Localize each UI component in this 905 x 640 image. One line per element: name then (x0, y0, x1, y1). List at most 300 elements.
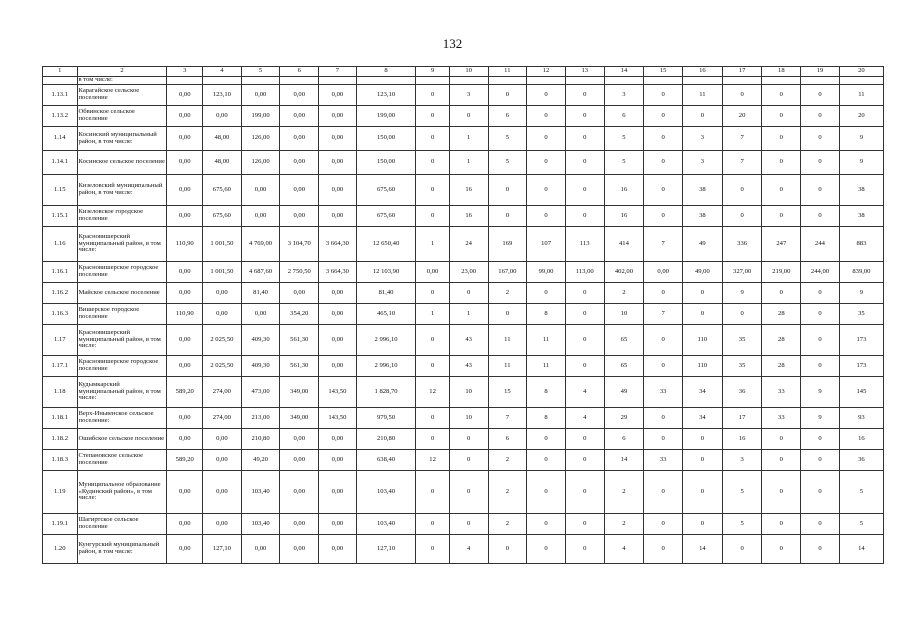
row-value: 6 (604, 429, 644, 450)
row-value: 210,80 (241, 429, 280, 450)
row-value (527, 77, 566, 85)
row-value: 1 (416, 227, 449, 262)
row-value: 173 (839, 356, 883, 377)
row-name: Ошибское сельское поселение (77, 429, 167, 450)
row-value: 49 (683, 227, 723, 262)
row-value: 0 (644, 175, 683, 206)
row-value: 3 664,30 (319, 227, 357, 262)
row-value: 589,20 (167, 450, 203, 471)
row-value: 5 (839, 471, 883, 514)
row-value: 36 (839, 450, 883, 471)
row-name: Красновишерское городское поселение (77, 262, 167, 283)
row-code: 1.13.1 (43, 85, 78, 106)
row-value: 0 (527, 514, 566, 535)
row-value: 0,00 (203, 106, 242, 127)
row-value (801, 77, 840, 85)
row-value: 14 (839, 535, 883, 564)
row-value: 11 (527, 325, 566, 356)
row-value: 0,00 (280, 429, 319, 450)
row-value: 6 (604, 106, 644, 127)
row-value: 1 (449, 304, 488, 325)
row-value: 0,00 (319, 175, 357, 206)
page-number: 132 (442, 36, 463, 51)
row-name: Вишерское городское поселение (77, 304, 167, 325)
row-code: 1.16.3 (43, 304, 78, 325)
row-value: 4 (565, 377, 604, 408)
continuation-row (43, 77, 884, 85)
row-value: 0 (565, 514, 604, 535)
row-value: 0 (722, 304, 762, 325)
row-value: 0,00 (280, 85, 319, 106)
row-value: 2 (488, 283, 527, 304)
table-row (43, 535, 884, 564)
row-value: 0 (644, 206, 683, 227)
row-value: 150,00 (356, 127, 416, 151)
row-value: 2 (604, 471, 644, 514)
row-value: 0,00 (644, 262, 683, 283)
row-value: 0,00 (319, 450, 357, 471)
column-number: 19 (801, 67, 840, 77)
row-value: 5 (488, 127, 527, 151)
row-value: 0 (683, 283, 723, 304)
row-value: 33 (762, 377, 801, 408)
row-name: Кунгурский муниципальный район, в том числе: (77, 535, 167, 564)
row-value: 0,00 (167, 85, 203, 106)
row-value: 0,00 (319, 471, 357, 514)
row-value: 8 (527, 408, 566, 429)
row-value: 0 (416, 127, 449, 151)
table-row (43, 175, 884, 206)
row-value: 473,00 (241, 377, 280, 408)
row-value: 16 (839, 429, 883, 450)
row-value: 48,00 (203, 151, 242, 175)
column-number: 11 (488, 67, 527, 77)
row-value: 43 (449, 325, 488, 356)
row-value: 0 (762, 85, 801, 106)
row-value: 2 (488, 514, 527, 535)
row-value: 2 750,50 (280, 262, 319, 283)
row-code: 1.13.2 (43, 106, 78, 127)
row-value: 0 (565, 356, 604, 377)
row-value: 1 (449, 127, 488, 151)
row-value: 9 (839, 151, 883, 175)
row-value: 7 (722, 127, 762, 151)
row-code: 1.17 (43, 325, 78, 356)
row-value: 0 (644, 514, 683, 535)
row-value: 0 (527, 127, 566, 151)
row-value: 20 (839, 106, 883, 127)
row-value: 0 (762, 175, 801, 206)
row-value: 9 (839, 127, 883, 151)
row-value: 465,10 (356, 304, 416, 325)
row-value: 36 (722, 377, 762, 408)
row-value: 99,00 (527, 262, 566, 283)
row-value: 0,00 (319, 535, 357, 564)
row-value: 349,00 (280, 377, 319, 408)
table-row (43, 127, 884, 151)
row-value: 0,00 (319, 151, 357, 175)
row-value: 11 (488, 325, 527, 356)
row-value: 2 (604, 514, 644, 535)
row-code: 1.14.1 (43, 151, 78, 175)
row-value: 354,20 (280, 304, 319, 325)
row-code: 1.18.1 (43, 408, 78, 429)
row-value: 11 (488, 356, 527, 377)
row-value: 11 (839, 85, 883, 106)
row-value: 0 (565, 535, 604, 564)
row-value: 561,30 (280, 325, 319, 356)
row-value: 0 (527, 283, 566, 304)
row-value: 0 (801, 127, 840, 151)
row-value: 33 (644, 450, 683, 471)
row-value: 3 664,30 (319, 262, 357, 283)
row-value: 0,00 (167, 283, 203, 304)
row-value: 199,00 (241, 106, 280, 127)
row-value: 0,00 (203, 304, 242, 325)
row-value: 0 (565, 175, 604, 206)
row-value: 113,00 (565, 262, 604, 283)
row-value: 49,20 (241, 450, 280, 471)
row-value: 675,60 (356, 206, 416, 227)
row-value: 0 (683, 450, 723, 471)
column-number: 4 (203, 67, 242, 77)
row-value: 0,00 (167, 514, 203, 535)
row-value: 0,00 (319, 106, 357, 127)
table-row (43, 85, 884, 106)
row-value: 0,00 (241, 85, 280, 106)
row-value: 5 (604, 151, 644, 175)
row-value: 0 (722, 175, 762, 206)
row-code: 1.17.1 (43, 356, 78, 377)
row-value: 2 996,10 (356, 356, 416, 377)
row-value: 0 (565, 429, 604, 450)
row-value: 0 (527, 85, 566, 106)
row-value: 0,00 (319, 514, 357, 535)
row-value: 0 (801, 535, 840, 564)
row-value: 0 (449, 283, 488, 304)
row-value: 883 (839, 227, 883, 262)
row-value: 11 (683, 85, 723, 106)
row-value: 38 (683, 175, 723, 206)
row-value: 0,00 (280, 471, 319, 514)
row-value: 110,90 (167, 227, 203, 262)
row-value: 0,00 (167, 535, 203, 564)
row-name: Красновишерский муниципальный район, в том числе: (77, 227, 167, 262)
row-name: Шагиртское сельское поселение (77, 514, 167, 535)
row-value: 14 (683, 535, 723, 564)
row-value: 9 (722, 283, 762, 304)
row-value: 0 (416, 151, 449, 175)
row-value: 8 (527, 377, 566, 408)
row-value: 0 (527, 151, 566, 175)
row-value: 8 (527, 304, 566, 325)
column-number: 6 (280, 67, 319, 77)
row-value: 10 (604, 304, 644, 325)
row-value: 0 (644, 106, 683, 127)
table-row (43, 106, 884, 127)
row-value: 127,10 (203, 535, 242, 564)
row-value: 34 (683, 408, 723, 429)
row-value: 7 (722, 151, 762, 175)
row-value (762, 77, 801, 85)
row-code: 1.19.1 (43, 514, 78, 535)
row-value: 0 (644, 408, 683, 429)
row-value: 103,40 (241, 471, 280, 514)
row-value: 0,00 (203, 471, 242, 514)
row-value: 110 (683, 356, 723, 377)
row-value: 49,00 (683, 262, 723, 283)
row-value: 0,00 (280, 514, 319, 535)
row-value: 839,00 (839, 262, 883, 283)
row-value: 414 (604, 227, 644, 262)
row-name: Косинский муниципальный район, в том числе: (77, 127, 167, 151)
row-value: 5 (488, 151, 527, 175)
table-row (43, 377, 884, 408)
row-value: 1 001,50 (203, 262, 242, 283)
row-value: 219,00 (762, 262, 801, 283)
row-value: 0 (644, 151, 683, 175)
row-value: 65 (604, 356, 644, 377)
row-value: 126,00 (241, 127, 280, 151)
row-value: 0 (416, 535, 449, 564)
row-value: 0,00 (167, 429, 203, 450)
row-value: 0 (762, 283, 801, 304)
row-value: 7 (488, 408, 527, 429)
row-value: 0 (565, 304, 604, 325)
row-value: 2 025,50 (203, 325, 242, 356)
row-code: 1.18.2 (43, 429, 78, 450)
row-value: 3 (449, 85, 488, 106)
row-value: 0,00 (241, 206, 280, 227)
row-value: 0,00 (416, 262, 449, 283)
row-code: 1.19 (43, 471, 78, 514)
row-value: 10 (449, 377, 488, 408)
row-value: 0 (644, 325, 683, 356)
row-value: 110 (683, 325, 723, 356)
row-value: 0 (449, 450, 488, 471)
row-value: 0 (644, 85, 683, 106)
row-value: 0,00 (167, 151, 203, 175)
row-value: 0,00 (280, 106, 319, 127)
row-value: 34 (683, 377, 723, 408)
row-value: 16 (722, 429, 762, 450)
row-value: 0 (801, 429, 840, 450)
row-value: 0 (801, 106, 840, 127)
row-value: 113 (565, 227, 604, 262)
row-value: 48,00 (203, 127, 242, 151)
row-name: Красновишерское городское поселение (77, 356, 167, 377)
row-code: 1.18 (43, 377, 78, 408)
row-name: Карагайское сельское поселение (77, 85, 167, 106)
row-value: 35 (722, 356, 762, 377)
row-value (839, 77, 883, 85)
row-code: 1.16 (43, 227, 78, 262)
row-value: 16 (604, 175, 644, 206)
row-value: 0 (416, 408, 449, 429)
row-value (683, 77, 723, 85)
row-value: 0 (762, 514, 801, 535)
row-value: 0,00 (280, 127, 319, 151)
row-value: 0 (527, 450, 566, 471)
row-value: 0 (488, 535, 527, 564)
row-value: 0,00 (167, 206, 203, 227)
row-value: 0,00 (319, 356, 357, 377)
row-value: 1 001,50 (203, 227, 242, 262)
column-number: 1 (43, 67, 78, 77)
row-value: 12 (416, 450, 449, 471)
row-value: 103,40 (356, 471, 416, 514)
row-name: Обвинское сельское поселение (77, 106, 167, 127)
row-value: 638,40 (356, 450, 416, 471)
row-name: Муниципальное образование «Кудинский район», в том числе: (77, 471, 167, 514)
row-value: 0,00 (319, 127, 357, 151)
row-value: 0 (416, 429, 449, 450)
row-value: 0,00 (167, 356, 203, 377)
row-value: 16 (604, 206, 644, 227)
row-value: 199,00 (356, 106, 416, 127)
row-value: 143,50 (319, 377, 357, 408)
row-value: 0 (488, 206, 527, 227)
row-value: 0,00 (167, 106, 203, 127)
row-value: 247 (762, 227, 801, 262)
row-value: 274,00 (203, 408, 242, 429)
row-value: 0,00 (280, 175, 319, 206)
row-value: 28 (762, 356, 801, 377)
row-value (722, 77, 762, 85)
row-value (280, 77, 319, 85)
row-value: 0 (644, 535, 683, 564)
row-value: 0,00 (280, 450, 319, 471)
row-value: 0 (416, 471, 449, 514)
row-value: 0 (565, 85, 604, 106)
row-value: 0,00 (280, 206, 319, 227)
table-row (43, 408, 884, 429)
row-value: 0,00 (203, 283, 242, 304)
row-value: 33 (644, 377, 683, 408)
row-value: 33 (762, 408, 801, 429)
row-value: 0 (565, 206, 604, 227)
row-value: 0 (801, 450, 840, 471)
row-name: Кудымкарский муниципальный район, в том числе: (77, 377, 167, 408)
row-value: 6 (488, 429, 527, 450)
row-value: 0 (683, 429, 723, 450)
row-value: 38 (839, 175, 883, 206)
row-value: 0 (416, 356, 449, 377)
row-value: 0 (488, 85, 527, 106)
table-row (43, 283, 884, 304)
row-value: 0 (722, 206, 762, 227)
row-value: 0 (527, 175, 566, 206)
row-value: 12 650,40 (356, 227, 416, 262)
row-value: 0,00 (319, 283, 357, 304)
row-value: 210,80 (356, 429, 416, 450)
row-value: 0 (801, 283, 840, 304)
column-number: 3 (167, 67, 203, 77)
row-value: 4 (449, 535, 488, 564)
row-value: 169 (488, 227, 527, 262)
row-value: 7 (644, 304, 683, 325)
column-number: 9 (416, 67, 449, 77)
row-value: 561,30 (280, 356, 319, 377)
row-value: 2 (488, 450, 527, 471)
row-value: 0 (801, 85, 840, 106)
row-value: 6 (488, 106, 527, 127)
row-value: 327,00 (722, 262, 762, 283)
row-value: 93 (839, 408, 883, 429)
row-value: 4 (565, 408, 604, 429)
table-row (43, 262, 884, 283)
row-value: 81,40 (241, 283, 280, 304)
row-value: 0 (527, 535, 566, 564)
row-value: 0 (449, 471, 488, 514)
row-value: 81,40 (356, 283, 416, 304)
row-value: 3 (683, 127, 723, 151)
data-table (42, 66, 884, 564)
row-value: 35 (839, 304, 883, 325)
column-number: 12 (527, 67, 566, 77)
row-name: Косинское сельское поселение (77, 151, 167, 175)
row-name: в том числе: (77, 77, 167, 85)
row-value: 0,00 (167, 262, 203, 283)
row-value: 0 (683, 304, 723, 325)
row-value: 0,00 (241, 304, 280, 325)
row-value: 0 (416, 325, 449, 356)
row-value: 675,60 (203, 206, 242, 227)
row-value: 0 (801, 206, 840, 227)
row-value: 0 (762, 206, 801, 227)
row-value: 0,00 (167, 408, 203, 429)
row-value: 0,00 (203, 514, 242, 535)
row-value (167, 77, 203, 85)
row-value: 38 (683, 206, 723, 227)
row-value: 0 (762, 429, 801, 450)
row-code: 1.20 (43, 535, 78, 564)
column-number-row (43, 67, 884, 77)
row-code: 1.15 (43, 175, 78, 206)
row-value: 4 687,60 (241, 262, 280, 283)
row-value: 4 (604, 535, 644, 564)
row-value: 0,00 (203, 429, 242, 450)
table-row (43, 206, 884, 227)
row-value: 0 (449, 106, 488, 127)
row-code: 1.16.2 (43, 283, 78, 304)
column-number: 5 (241, 67, 280, 77)
table-row (43, 450, 884, 471)
row-value: 5 (604, 127, 644, 151)
row-name: Майское сельское поселение (77, 283, 167, 304)
row-value: 0,00 (167, 175, 203, 206)
table-row (43, 429, 884, 450)
row-value: 0 (762, 151, 801, 175)
column-number: 13 (565, 67, 604, 77)
row-value: 409,30 (241, 356, 280, 377)
row-value: 16 (449, 175, 488, 206)
row-value: 0 (644, 429, 683, 450)
row-value: 3 (683, 151, 723, 175)
row-value: 123,10 (356, 85, 416, 106)
row-value: 0 (644, 356, 683, 377)
row-value: 110,90 (167, 304, 203, 325)
row-value: 38 (839, 206, 883, 227)
row-value: 1 (449, 151, 488, 175)
row-value: 49 (604, 377, 644, 408)
row-value: 123,10 (203, 85, 242, 106)
row-value: 143,50 (319, 408, 357, 429)
column-number: 7 (319, 67, 357, 77)
row-value: 675,60 (203, 175, 242, 206)
row-value: 28 (762, 304, 801, 325)
row-value: 0 (565, 127, 604, 151)
